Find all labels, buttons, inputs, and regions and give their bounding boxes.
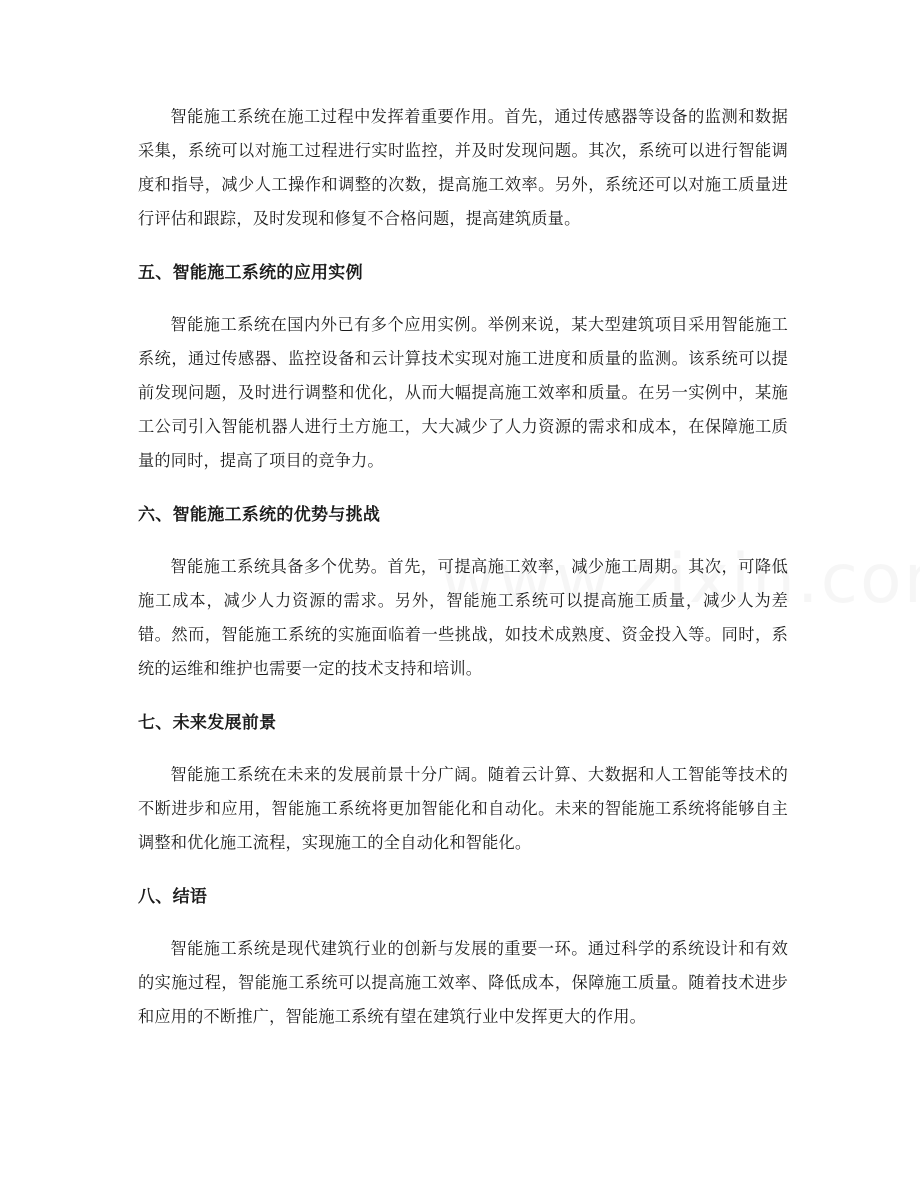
paragraph-intro: 智能施工系统在施工过程中发挥着重要作用。首先，通过传感器等设备的监测和数据采集，系统可以对施工过程进行实时监控，并及时发现问题。其次，系统可以进行智能调度和指导，减少人工操作和调整的次数，提高施工效率。另外，系统还可以对施工质量进行评估和跟踪，及时发现和修复不合格问题，提高建筑质量。 xyxy=(138,107,788,228)
section-heading-6: 六、智能施工系统的优势与挑战 xyxy=(138,505,381,525)
paragraph-section-7: 智能施工系统在未来的发展前景十分广阔。随着云计算、大数据和人工智能等技术的不断进步和应用，智能施工系统将更加智能化和自动化。未来的智能施工系统将能够自主调整和优化施工流程，实现施工的全自动化和智能化。 xyxy=(138,765,788,852)
section-heading-7: 七、未来发展前景 xyxy=(138,713,277,733)
paragraph-section-6: 智能施工系统具备多个优势。首先，可提高施工效率，减少施工周期。其次，可降低施工成本，减少人力资源的需求。另外，智能施工系统可以提高施工质量，减少人为差错。然而，智能施工系统的实施面临着一些挑战，如技术成熟度、资金投入等。同时，系统的运维和维护也需要一定的技术支持和培训。 xyxy=(138,557,788,678)
paragraph-section-5: 智能施工系统在国内外已有多个应用实例。举例来说，某大型建筑项目采用智能施工系统，通过传感器、监控设备和云计算技术实现对施工进度和质量的监测。该系统可以提前发现问题，及时进行调整和优化，从而大幅提高施工效率和质量。在另一实例中，某施工公司引入智能机器人进行土方施工，大大减少了人力资源的需求和成本，在保障施工质量的同时，提高了项目的竞争力。 xyxy=(138,315,788,470)
document-body xyxy=(138,100,788,1034)
paragraph-section-8: 智能施工系统是现代建筑行业的创新与发展的重要一环。通过科学的系统设计和有效的实施过程，智能施工系统可以提高施工效率、降低成本，保障施工质量。随着技术进步和应用的不断推广，智能施工系统有望在建筑行业中发挥更大的作用。 xyxy=(138,939,788,1026)
section-heading-8: 八、结语 xyxy=(138,887,208,907)
section-heading-5: 五、智能施工系统的应用实例 xyxy=(138,263,363,283)
